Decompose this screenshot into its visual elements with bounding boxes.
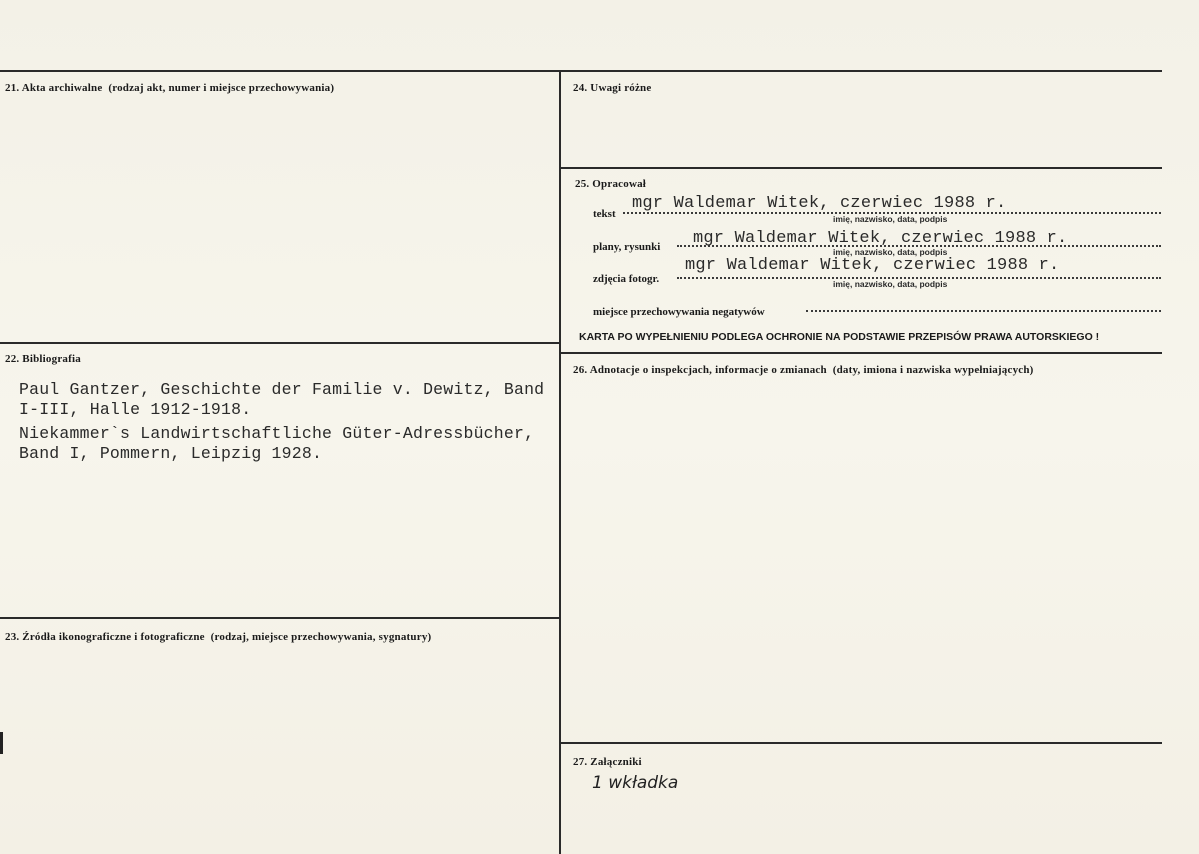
caption-photos: imię, nazwisko, data, podpis bbox=[833, 279, 948, 289]
bibliography-line: Paul Gantzer, Geschichte der Familie v. Dewitz, Band bbox=[19, 380, 545, 399]
row-label-text: tekst bbox=[593, 208, 616, 220]
author-text-value: mgr Waldemar Witek, czerwiec 1988 r. bbox=[632, 194, 1007, 213]
bibliography-line: Band I, Pommern, Leipzig 1928. bbox=[19, 444, 323, 463]
rule-21-22 bbox=[0, 342, 560, 344]
rule-26-27 bbox=[560, 742, 1162, 744]
section-26-label bbox=[573, 364, 1034, 376]
section-21-title: 21. Akta archiwalne bbox=[5, 82, 103, 94]
author-plans-value: mgr Waldemar Witek, czerwiec 1988 r. bbox=[693, 229, 1068, 248]
section-21-label bbox=[5, 82, 334, 94]
author-photos-value: mgr Waldemar Witek, czerwiec 1988 r. bbox=[685, 256, 1060, 275]
row-label-photos: zdjęcia fotogr. bbox=[593, 273, 660, 285]
top-rule bbox=[0, 70, 1162, 72]
section-27-label: 27. Załączniki bbox=[573, 756, 642, 768]
bibliography-line: Niekammer`s Landwirtschaftliche Güter-Adressbücher, bbox=[19, 424, 535, 443]
rule-22-23 bbox=[0, 617, 560, 619]
row-label-negatives: miejsce przechowywania negatywów bbox=[593, 306, 765, 318]
center-divider bbox=[559, 70, 561, 854]
attachment-handwritten: 1 wkładka bbox=[592, 773, 679, 793]
rule-25-26 bbox=[560, 352, 1162, 354]
section-24-label: 24. Uwagi różne bbox=[573, 82, 652, 94]
section-23-title: 23. Źródła ikonograficzne i fotograficzne bbox=[5, 631, 205, 643]
caption-text: imię, nazwisko, data, podpis bbox=[833, 214, 948, 224]
section-23-label bbox=[5, 631, 431, 643]
section-22-label: 22. Bibliografia bbox=[5, 353, 81, 365]
copyright-notice: KARTA PO WYPEŁNIENIU PODLEGA OCHRONIE NA PODSTAWIE PRZEPISÓW PRAWA AUTORSKIEGO ! bbox=[579, 331, 1100, 343]
row-label-plans: plany, rysunki bbox=[593, 241, 661, 253]
section-21-subtitle: (rodzaj akt, numer i miejsce przechowywania) bbox=[108, 82, 335, 94]
caption-plans: imię, nazwisko, data, podpis bbox=[833, 247, 948, 257]
section-26-title: 26. Adnotacje o inspekcjach, informacje o zmianach bbox=[573, 364, 827, 376]
section-23-subtitle: (rodzaj, miejsce przechowywania, sygnatury) bbox=[210, 631, 432, 643]
left-edge-mark bbox=[0, 732, 3, 754]
dotted-line bbox=[806, 310, 1161, 312]
section-26-subtitle: (daty, imiona i nazwiska wypełniających) bbox=[832, 364, 1034, 376]
bibliography-line: I-III, Halle 1912-1918. bbox=[19, 400, 252, 419]
rule-24-25 bbox=[560, 167, 1162, 169]
section-25-label: 25. Opracował bbox=[575, 178, 647, 190]
